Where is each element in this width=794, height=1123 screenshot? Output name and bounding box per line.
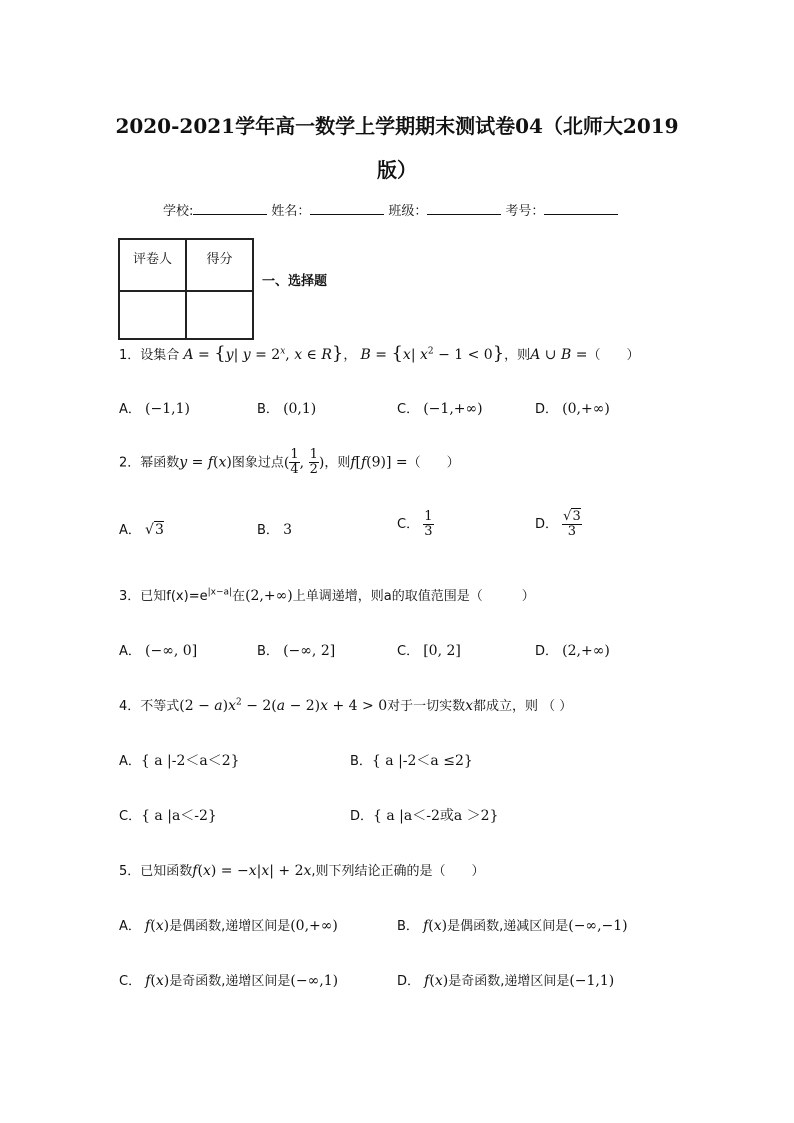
option-label: B． (257, 644, 279, 659)
q4-option-c[interactable] (119, 805, 217, 825)
option-label: B． (257, 402, 279, 417)
fx: f(x) (145, 973, 170, 989)
option-label: C． (397, 402, 420, 417)
q2-answer-paren: （ ） (407, 455, 460, 471)
q1-number: 1． (119, 348, 141, 363)
option-value: (−∞, 2] (283, 643, 336, 659)
sqrt-3-value: √3 (145, 522, 164, 538)
q1-union: A ∪ B = (530, 347, 588, 363)
q2-stem (119, 448, 460, 477)
q1-stem (119, 343, 639, 364)
q3-option-c[interactable] (397, 640, 461, 659)
q3-tail: 上单调递增，则a的取值范围是（ ） (292, 589, 535, 604)
option-label: D． (535, 402, 559, 417)
option-value: (0,+∞) (562, 401, 610, 417)
q2-mid: 图象过点 (231, 455, 284, 471)
q1-tail: ，则 (504, 348, 531, 363)
option-value: (0,1) (283, 401, 317, 417)
q3-function: 已知f(x)=e (140, 589, 208, 604)
option-value: { a |-2＜a＜2} (140, 753, 240, 769)
option-text: 是奇函数,递增区间是 (448, 974, 570, 989)
option-value: [0, 2] (423, 643, 461, 659)
q5-stem (119, 860, 485, 879)
score-header: 得分 (186, 239, 253, 291)
option-label: C． (397, 517, 420, 532)
page-title (60, 104, 734, 192)
name-label: 姓名： (271, 204, 311, 219)
q2-option-c[interactable] (397, 510, 434, 539)
q5-function: f(x) = −x|x| + 2x (192, 863, 312, 879)
q4-stem (119, 695, 572, 714)
sqrt3-over-3-value: $\frac{√3}{3}$ (563, 509, 581, 539)
grader-cell[interactable] (119, 291, 186, 339)
school-blank[interactable] (193, 202, 267, 215)
option-label: A． (119, 402, 141, 417)
grader-header: 评卷人 (119, 239, 186, 291)
option-label: D． (397, 974, 421, 989)
one-third-value: $\frac{1}{3}$ (424, 509, 433, 539)
option-value: (−∞,1) (290, 973, 339, 989)
option-label: A． (119, 523, 141, 538)
option-value: 3 (283, 522, 292, 538)
q3-interval: (2,+∞) (245, 588, 293, 604)
q4-option-b[interactable] (350, 750, 473, 770)
option-text: 是偶函数,递减区间是 (447, 919, 569, 934)
q4-inequality: $(2 - a)x^2 - 2(a - 2)x + 4 > 0$ (179, 697, 388, 714)
q5-text: 已知函数 (140, 864, 193, 879)
option-label: C． (119, 809, 142, 824)
fx: f(x) (424, 973, 449, 989)
option-value: (−1,1) (569, 973, 615, 989)
option-label: D． (535, 644, 559, 659)
fx: f(x) (145, 918, 170, 934)
q4-option-d[interactable] (350, 805, 498, 825)
school-label: 学校: (163, 204, 194, 219)
title-line-1: 2020-2021学年高一数学上学期期末测试卷04（北师大2019 (115, 114, 679, 138)
score-table (118, 238, 254, 340)
q5-tail: ,则下列结论正确的是（ ） (311, 864, 485, 879)
option-value: (−∞, 0] (145, 643, 198, 659)
exam-no-label: 考号： (505, 204, 545, 219)
name-blank[interactable] (310, 202, 384, 215)
class-label: 班级： (388, 204, 428, 219)
q4-number: 4． (119, 699, 141, 714)
fx: f(x) (423, 918, 448, 934)
q1-separator: ， (343, 348, 357, 363)
q4-tail: 都成立，则 （ ） (473, 699, 573, 714)
option-value: (2,+∞) (562, 643, 610, 659)
q1-answer-paren: （ ） (587, 348, 640, 363)
q3-stem (119, 585, 535, 604)
q2-option-b[interactable] (257, 519, 292, 538)
q5-option-a[interactable] (119, 915, 338, 934)
q2-function: y = f(x) (179, 454, 232, 471)
q2-option-d[interactable] (535, 510, 582, 539)
option-label: B． (397, 919, 419, 934)
q1-option-a[interactable] (119, 398, 190, 417)
option-value: { a |a＜-2或a ＞2} (373, 808, 499, 824)
q5-option-b[interactable] (397, 915, 628, 934)
q3-option-d[interactable] (535, 640, 610, 659)
option-text: 是奇函数,递增区间是 (169, 974, 291, 989)
option-value: { a |-2＜a ≤2} (371, 753, 473, 769)
option-value: (0,+∞) (290, 918, 338, 934)
title-line-2: 版） (377, 158, 417, 182)
q3-option-a[interactable] (119, 640, 197, 659)
q1-set-b: B = {x| $x^2 - 1 < 0$} (360, 343, 505, 364)
q5-option-c[interactable] (119, 970, 338, 989)
student-info-line (163, 200, 622, 219)
option-label: A． (119, 754, 141, 769)
option-value: { a |a＜-2} (141, 808, 217, 824)
q4-mid: 对于一切实数 (387, 699, 466, 714)
q4-option-a[interactable] (119, 750, 240, 770)
q2-option-a[interactable] (119, 519, 164, 538)
q1-text: 设集合 (140, 348, 180, 363)
option-label: A． (119, 644, 141, 659)
option-value: (−∞,−1) (568, 918, 628, 934)
option-label: A． (119, 919, 141, 934)
option-label: D． (350, 809, 374, 824)
q2-tail: ，则 (324, 455, 351, 471)
option-label: D． (535, 517, 559, 532)
exam-no-blank[interactable] (544, 202, 618, 215)
option-value: (−1,1) (145, 401, 190, 417)
q5-option-d[interactable] (397, 970, 614, 989)
q1-option-b[interactable] (257, 398, 316, 417)
option-text: 是偶函数,递增区间是 (169, 919, 291, 934)
q2-number: 2． (119, 455, 141, 471)
q3-mid: 在 (232, 589, 246, 604)
class-blank[interactable] (427, 202, 501, 215)
q3-number: 3． (119, 589, 141, 604)
option-value: (−1,+∞) (423, 401, 483, 417)
q3-exponent: |x−a| (207, 587, 233, 598)
q3-option-b[interactable] (257, 640, 335, 659)
option-label: C． (119, 974, 142, 989)
option-label: C． (397, 644, 420, 659)
section-title: 一、选择题 (262, 274, 328, 289)
q4-var-x: x (465, 698, 474, 714)
q5-number: 5． (119, 864, 141, 879)
score-cell[interactable] (186, 291, 253, 339)
q1-option-d[interactable] (535, 398, 610, 417)
q2-composite: f[f(9)] = (350, 454, 408, 471)
option-label: B． (350, 754, 372, 769)
q4-text: 不等式 (140, 699, 180, 714)
q1-set-a: A = {y| $y = 2^x$, x ∈ R} (183, 343, 344, 364)
q2-text: 幂函数 (140, 455, 180, 471)
q2-point: ( $\frac{1}{4}$ , $\frac{1}{2}$ ) (283, 447, 325, 477)
q1-option-c[interactable] (397, 398, 483, 417)
option-label: B． (257, 523, 279, 538)
